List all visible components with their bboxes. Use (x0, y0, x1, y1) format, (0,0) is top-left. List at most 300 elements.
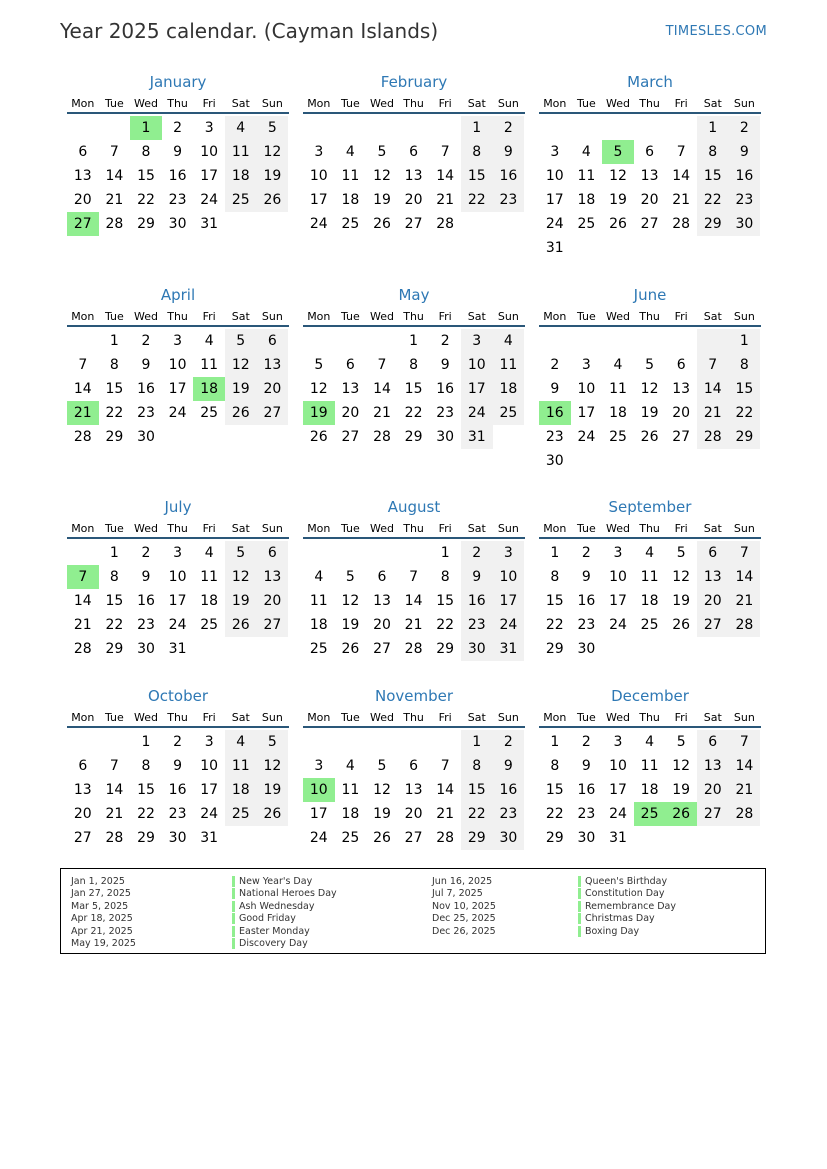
day-cell[interactable]: 13 (672, 381, 691, 397)
day-cell[interactable]: 31 (461, 425, 493, 449)
day-cell[interactable]: 27 (341, 429, 360, 445)
day-cell[interactable]: 16 (168, 168, 187, 184)
day-cell[interactable]: 17 (461, 377, 493, 401)
holiday-day-cell[interactable]: 27 (67, 212, 99, 236)
day-cell[interactable]: 12 (257, 140, 289, 164)
day-cell[interactable]: 15 (105, 381, 124, 397)
day-cell[interactable]: 3 (204, 120, 214, 136)
day-cell[interactable]: 16 (493, 778, 525, 802)
day-cell[interactable]: 7 (440, 758, 450, 774)
day-cell[interactable]: 25 (309, 641, 328, 657)
day-cell[interactable]: 14 (105, 168, 124, 184)
day-cell[interactable]: 4 (225, 730, 257, 754)
day-cell[interactable]: 19 (257, 778, 289, 802)
day-cell[interactable]: 29 (137, 830, 155, 846)
day-cell[interactable]: 5 (314, 357, 324, 373)
day-cell[interactable]: 17 (309, 192, 328, 208)
day-cell[interactable]: 8 (461, 140, 493, 164)
day-cell[interactable]: 10 (200, 758, 219, 774)
day-cell[interactable]: 16 (137, 381, 155, 397)
day-cell[interactable]: 23 (729, 188, 761, 212)
day-cell[interactable]: 22 (545, 806, 564, 822)
day-cell[interactable]: 30 (168, 830, 187, 846)
day-cell[interactable]: 25 (609, 429, 627, 445)
day-cell[interactable]: 13 (257, 565, 289, 589)
day-cell[interactable]: 26 (225, 401, 257, 425)
day-cell[interactable]: 18 (609, 405, 627, 421)
day-cell[interactable]: 12 (341, 593, 360, 609)
day-cell[interactable]: 15 (729, 377, 761, 401)
day-cell[interactable]: 30 (493, 826, 525, 850)
day-cell[interactable]: 1 (440, 545, 450, 561)
day-cell[interactable]: 6 (78, 144, 88, 160)
day-cell[interactable]: 8 (440, 569, 450, 585)
day-cell[interactable]: 28 (404, 641, 423, 657)
day-cell[interactable]: 22 (137, 806, 155, 822)
day-cell[interactable]: 14 (373, 381, 391, 397)
day-cell[interactable]: 22 (697, 188, 729, 212)
day-cell[interactable]: 3 (613, 734, 623, 750)
day-cell[interactable]: 18 (225, 778, 257, 802)
day-cell[interactable]: 31 (609, 830, 627, 846)
day-cell[interactable]: 12 (609, 168, 627, 184)
day-cell[interactable]: 23 (493, 802, 525, 826)
day-cell[interactable]: 6 (697, 730, 729, 754)
day-cell[interactable]: 11 (640, 569, 659, 585)
day-cell[interactable]: 6 (257, 541, 289, 565)
day-cell[interactable]: 5 (225, 541, 257, 565)
day-cell[interactable]: 30 (137, 429, 155, 445)
day-cell[interactable]: 4 (613, 357, 623, 373)
day-cell[interactable]: 11 (200, 569, 219, 585)
day-cell[interactable]: 10 (609, 758, 627, 774)
day-cell[interactable]: 1 (461, 116, 493, 140)
day-cell[interactable]: 4 (645, 734, 655, 750)
day-cell[interactable]: 27 (640, 216, 659, 232)
day-cell[interactable]: 24 (609, 806, 627, 822)
day-cell[interactable]: 22 (404, 405, 423, 421)
day-cell[interactable]: 20 (697, 589, 729, 613)
day-cell[interactable]: 25 (640, 617, 659, 633)
day-cell[interactable]: 10 (609, 569, 627, 585)
day-cell[interactable]: 2 (141, 333, 151, 349)
day-cell[interactable]: 10 (461, 353, 493, 377)
day-cell[interactable]: 13 (404, 168, 423, 184)
day-cell[interactable]: 15 (105, 593, 124, 609)
day-cell[interactable]: 12 (225, 565, 257, 589)
day-cell[interactable]: 6 (345, 357, 355, 373)
day-cell[interactable]: 26 (257, 802, 289, 826)
day-cell[interactable]: 25 (200, 617, 219, 633)
day-cell[interactable]: 9 (141, 357, 151, 373)
day-cell[interactable]: 2 (581, 545, 591, 561)
day-cell[interactable]: 11 (341, 782, 360, 798)
day-cell[interactable]: 3 (581, 357, 591, 373)
day-cell[interactable]: 29 (137, 216, 155, 232)
day-cell[interactable]: 23 (577, 806, 596, 822)
day-cell[interactable]: 23 (168, 192, 187, 208)
day-cell[interactable]: 17 (493, 589, 525, 613)
day-cell[interactable]: 2 (550, 357, 560, 373)
day-cell[interactable]: 10 (493, 565, 525, 589)
day-cell[interactable]: 3 (613, 545, 623, 561)
day-cell[interactable]: 28 (73, 641, 92, 657)
holiday-day-cell[interactable]: 19 (303, 401, 335, 425)
day-cell[interactable]: 14 (73, 381, 92, 397)
day-cell[interactable]: 9 (581, 569, 591, 585)
day-cell[interactable]: 6 (697, 541, 729, 565)
day-cell[interactable]: 20 (73, 192, 92, 208)
day-cell[interactable]: 19 (373, 192, 391, 208)
day-cell[interactable]: 27 (404, 216, 423, 232)
day-cell[interactable]: 16 (493, 164, 525, 188)
day-cell[interactable]: 23 (168, 806, 187, 822)
day-cell[interactable]: 24 (200, 806, 219, 822)
day-cell[interactable]: 16 (168, 782, 187, 798)
day-cell[interactable]: 7 (109, 144, 119, 160)
day-cell[interactable]: 18 (200, 593, 219, 609)
day-cell[interactable]: 9 (141, 569, 151, 585)
day-cell[interactable]: 25 (225, 802, 257, 826)
day-cell[interactable]: 1 (141, 734, 151, 750)
holiday-day-cell[interactable]: 18 (193, 377, 225, 401)
day-cell[interactable]: 10 (168, 569, 187, 585)
day-cell[interactable]: 26 (341, 641, 360, 657)
day-cell[interactable]: 24 (609, 617, 627, 633)
day-cell[interactable]: 29 (105, 641, 124, 657)
day-cell[interactable]: 9 (493, 754, 525, 778)
day-cell[interactable]: 28 (105, 216, 124, 232)
day-cell[interactable]: 23 (577, 617, 596, 633)
day-cell[interactable]: 13 (697, 565, 729, 589)
day-cell[interactable]: 24 (309, 216, 328, 232)
day-cell[interactable]: 18 (309, 617, 328, 633)
day-cell[interactable]: 20 (672, 405, 691, 421)
day-cell[interactable]: 2 (461, 541, 493, 565)
day-cell[interactable]: 17 (168, 593, 187, 609)
holiday-day-cell[interactable]: 16 (539, 401, 571, 425)
day-cell[interactable]: 15 (137, 168, 155, 184)
holiday-day-cell[interactable]: 1 (130, 116, 162, 140)
day-cell[interactable]: 29 (545, 641, 564, 657)
day-cell[interactable]: 2 (493, 116, 525, 140)
day-cell[interactable]: 17 (609, 782, 627, 798)
day-cell[interactable]: 16 (729, 164, 761, 188)
day-cell[interactable]: 25 (493, 401, 525, 425)
day-cell[interactable]: 14 (73, 593, 92, 609)
day-cell[interactable]: 26 (225, 613, 257, 637)
day-cell[interactable]: 26 (640, 429, 659, 445)
day-cell[interactable]: 27 (73, 830, 92, 846)
day-cell[interactable]: 24 (168, 405, 187, 421)
day-cell[interactable]: 20 (404, 192, 423, 208)
day-cell[interactable]: 22 (137, 192, 155, 208)
day-cell[interactable]: 9 (550, 381, 560, 397)
day-cell[interactable]: 13 (73, 782, 92, 798)
day-cell[interactable]: 11 (493, 353, 525, 377)
day-cell[interactable]: 1 (109, 333, 119, 349)
day-cell[interactable]: 12 (373, 168, 391, 184)
day-cell[interactable]: 10 (577, 381, 596, 397)
day-cell[interactable]: 2 (493, 730, 525, 754)
day-cell[interactable]: 1 (550, 545, 560, 561)
day-cell[interactable]: 14 (404, 593, 423, 609)
day-cell[interactable]: 28 (436, 216, 455, 232)
holiday-day-cell[interactable]: 7 (67, 565, 99, 589)
day-cell[interactable]: 23 (461, 613, 493, 637)
day-cell[interactable]: 20 (257, 589, 289, 613)
day-cell[interactable]: 21 (436, 192, 455, 208)
day-cell[interactable]: 22 (436, 617, 455, 633)
day-cell[interactable]: 15 (545, 593, 564, 609)
day-cell[interactable]: 1 (409, 333, 419, 349)
day-cell[interactable]: 12 (640, 381, 659, 397)
day-cell[interactable]: 6 (78, 758, 88, 774)
day-cell[interactable]: 21 (672, 192, 691, 208)
day-cell[interactable]: 5 (676, 734, 686, 750)
day-cell[interactable]: 4 (581, 144, 591, 160)
day-cell[interactable]: 24 (168, 617, 187, 633)
day-cell[interactable]: 9 (440, 357, 450, 373)
day-cell[interactable]: 25 (577, 216, 596, 232)
day-cell[interactable]: 29 (436, 641, 455, 657)
day-cell[interactable]: 19 (225, 589, 257, 613)
day-cell[interactable]: 6 (409, 144, 419, 160)
day-cell[interactable]: 21 (436, 806, 455, 822)
day-cell[interactable]: 9 (173, 758, 183, 774)
day-cell[interactable]: 12 (373, 782, 391, 798)
day-cell[interactable]: 19 (672, 593, 691, 609)
day-cell[interactable]: 5 (257, 116, 289, 140)
day-cell[interactable]: 16 (577, 782, 596, 798)
day-cell[interactable]: 10 (309, 168, 328, 184)
day-cell[interactable]: 12 (309, 381, 328, 397)
day-cell[interactable]: 22 (461, 802, 493, 826)
day-cell[interactable]: 5 (377, 144, 387, 160)
day-cell[interactable]: 24 (545, 216, 564, 232)
day-cell[interactable]: 1 (461, 730, 493, 754)
holiday-day-cell[interactable]: 26 (665, 802, 697, 826)
day-cell[interactable]: 11 (577, 168, 596, 184)
day-cell[interactable]: 11 (609, 381, 627, 397)
day-cell[interactable]: 9 (173, 144, 183, 160)
day-cell[interactable]: 31 (168, 641, 187, 657)
day-cell[interactable]: 31 (200, 216, 219, 232)
day-cell[interactable]: 3 (204, 734, 214, 750)
day-cell[interactable]: 3 (314, 144, 324, 160)
day-cell[interactable]: 25 (341, 216, 360, 232)
day-cell[interactable]: 2 (729, 116, 761, 140)
day-cell[interactable]: 13 (341, 381, 360, 397)
day-cell[interactable]: 29 (729, 425, 761, 449)
day-cell[interactable]: 20 (341, 405, 360, 421)
day-cell[interactable]: 15 (545, 782, 564, 798)
day-cell[interactable]: 29 (545, 830, 564, 846)
day-cell[interactable]: 30 (461, 637, 493, 661)
day-cell[interactable]: 20 (373, 617, 391, 633)
day-cell[interactable]: 28 (105, 830, 124, 846)
day-cell[interactable]: 27 (373, 641, 391, 657)
day-cell[interactable]: 7 (729, 730, 761, 754)
day-cell[interactable]: 24 (200, 192, 219, 208)
brand-link[interactable]: TIMESLES.COM (665, 24, 767, 39)
day-cell[interactable]: 4 (345, 144, 355, 160)
day-cell[interactable]: 30 (729, 212, 761, 236)
day-cell[interactable]: 14 (672, 168, 691, 184)
day-cell[interactable]: 7 (676, 144, 686, 160)
day-cell[interactable]: 13 (640, 168, 659, 184)
day-cell[interactable]: 19 (225, 377, 257, 401)
day-cell[interactable]: 2 (440, 333, 450, 349)
day-cell[interactable]: 27 (672, 429, 691, 445)
day-cell[interactable]: 28 (436, 830, 455, 846)
day-cell[interactable]: 31 (545, 240, 564, 256)
day-cell[interactable]: 8 (550, 569, 560, 585)
day-cell[interactable]: 28 (373, 429, 391, 445)
day-cell[interactable]: 28 (729, 613, 761, 637)
day-cell[interactable]: 3 (173, 333, 183, 349)
day-cell[interactable]: 16 (137, 593, 155, 609)
day-cell[interactable]: 8 (729, 353, 761, 377)
day-cell[interactable]: 12 (257, 754, 289, 778)
day-cell[interactable]: 22 (545, 617, 564, 633)
day-cell[interactable]: 17 (545, 192, 564, 208)
day-cell[interactable]: 14 (105, 782, 124, 798)
day-cell[interactable]: 9 (729, 140, 761, 164)
day-cell[interactable]: 5 (645, 357, 655, 373)
day-cell[interactable]: 17 (200, 782, 219, 798)
day-cell[interactable]: 7 (729, 541, 761, 565)
day-cell[interactable]: 22 (105, 405, 124, 421)
day-cell[interactable]: 24 (493, 613, 525, 637)
day-cell[interactable]: 5 (377, 758, 387, 774)
day-cell[interactable]: 4 (204, 333, 214, 349)
day-cell[interactable]: 17 (309, 806, 328, 822)
day-cell[interactable]: 27 (697, 613, 729, 637)
day-cell[interactable]: 13 (73, 168, 92, 184)
day-cell[interactable]: 21 (105, 192, 124, 208)
day-cell[interactable]: 15 (436, 593, 455, 609)
day-cell[interactable]: 26 (309, 429, 328, 445)
day-cell[interactable]: 2 (173, 734, 183, 750)
day-cell[interactable]: 17 (577, 405, 596, 421)
day-cell[interactable]: 5 (676, 545, 686, 561)
day-cell[interactable]: 1 (550, 734, 560, 750)
day-cell[interactable]: 7 (78, 357, 88, 373)
day-cell[interactable]: 7 (409, 569, 419, 585)
day-cell[interactable]: 24 (577, 429, 596, 445)
day-cell[interactable]: 19 (640, 405, 659, 421)
day-cell[interactable]: 26 (257, 188, 289, 212)
day-cell[interactable]: 16 (436, 381, 455, 397)
day-cell[interactable]: 14 (436, 782, 455, 798)
day-cell[interactable]: 8 (461, 754, 493, 778)
holiday-day-cell[interactable]: 21 (67, 401, 99, 425)
day-cell[interactable]: 17 (609, 593, 627, 609)
day-cell[interactable]: 16 (461, 589, 493, 613)
day-cell[interactable]: 21 (729, 589, 761, 613)
day-cell[interactable]: 4 (345, 758, 355, 774)
day-cell[interactable]: 14 (436, 168, 455, 184)
day-cell[interactable]: 20 (257, 377, 289, 401)
day-cell[interactable]: 27 (257, 401, 289, 425)
day-cell[interactable]: 25 (200, 405, 219, 421)
day-cell[interactable]: 12 (672, 758, 691, 774)
day-cell[interactable]: 23 (137, 405, 155, 421)
day-cell[interactable]: 11 (225, 140, 257, 164)
day-cell[interactable]: 18 (341, 806, 360, 822)
day-cell[interactable]: 25 (225, 188, 257, 212)
day-cell[interactable]: 3 (550, 144, 560, 160)
day-cell[interactable]: 7 (440, 144, 450, 160)
day-cell[interactable]: 6 (645, 144, 655, 160)
day-cell[interactable]: 8 (550, 758, 560, 774)
day-cell[interactable]: 23 (545, 429, 564, 445)
day-cell[interactable]: 2 (581, 734, 591, 750)
day-cell[interactable]: 21 (373, 405, 391, 421)
day-cell[interactable]: 19 (373, 806, 391, 822)
day-cell[interactable]: 26 (609, 216, 627, 232)
day-cell[interactable]: 19 (257, 164, 289, 188)
day-cell[interactable]: 21 (73, 617, 92, 633)
day-cell[interactable]: 30 (545, 453, 564, 469)
day-cell[interactable]: 21 (729, 778, 761, 802)
day-cell[interactable]: 11 (200, 357, 219, 373)
day-cell[interactable]: 29 (404, 429, 423, 445)
day-cell[interactable]: 13 (257, 353, 289, 377)
day-cell[interactable]: 29 (461, 826, 493, 850)
day-cell[interactable]: 4 (204, 545, 214, 561)
day-cell[interactable]: 14 (729, 565, 761, 589)
day-cell[interactable]: 3 (461, 329, 493, 353)
day-cell[interactable]: 18 (577, 192, 596, 208)
holiday-day-cell[interactable]: 25 (634, 802, 666, 826)
day-cell[interactable]: 26 (672, 617, 691, 633)
day-cell[interactable]: 4 (314, 569, 324, 585)
day-cell[interactable]: 15 (461, 778, 493, 802)
day-cell[interactable]: 18 (341, 192, 360, 208)
day-cell[interactable]: 15 (697, 164, 729, 188)
day-cell[interactable]: 21 (697, 401, 729, 425)
day-cell[interactable]: 7 (109, 758, 119, 774)
day-cell[interactable]: 10 (168, 357, 187, 373)
day-cell[interactable]: 5 (345, 569, 355, 585)
day-cell[interactable]: 10 (200, 144, 219, 160)
day-cell[interactable]: 20 (73, 806, 92, 822)
day-cell[interactable]: 7 (697, 353, 729, 377)
day-cell[interactable]: 2 (141, 545, 151, 561)
day-cell[interactable]: 26 (373, 830, 391, 846)
day-cell[interactable]: 21 (404, 617, 423, 633)
day-cell[interactable]: 1 (729, 329, 761, 353)
day-cell[interactable]: 18 (640, 782, 659, 798)
day-cell[interactable]: 11 (225, 754, 257, 778)
day-cell[interactable]: 1 (109, 545, 119, 561)
day-cell[interactable]: 24 (461, 401, 493, 425)
day-cell[interactable]: 8 (141, 144, 151, 160)
day-cell[interactable]: 13 (697, 754, 729, 778)
day-cell[interactable]: 13 (373, 593, 391, 609)
day-cell[interactable]: 28 (729, 802, 761, 826)
day-cell[interactable]: 23 (137, 617, 155, 633)
day-cell[interactable]: 27 (697, 802, 729, 826)
day-cell[interactable]: 26 (373, 216, 391, 232)
day-cell[interactable]: 4 (493, 329, 525, 353)
day-cell[interactable]: 17 (168, 381, 187, 397)
day-cell[interactable]: 29 (697, 212, 729, 236)
day-cell[interactable]: 12 (225, 353, 257, 377)
day-cell[interactable]: 4 (645, 545, 655, 561)
